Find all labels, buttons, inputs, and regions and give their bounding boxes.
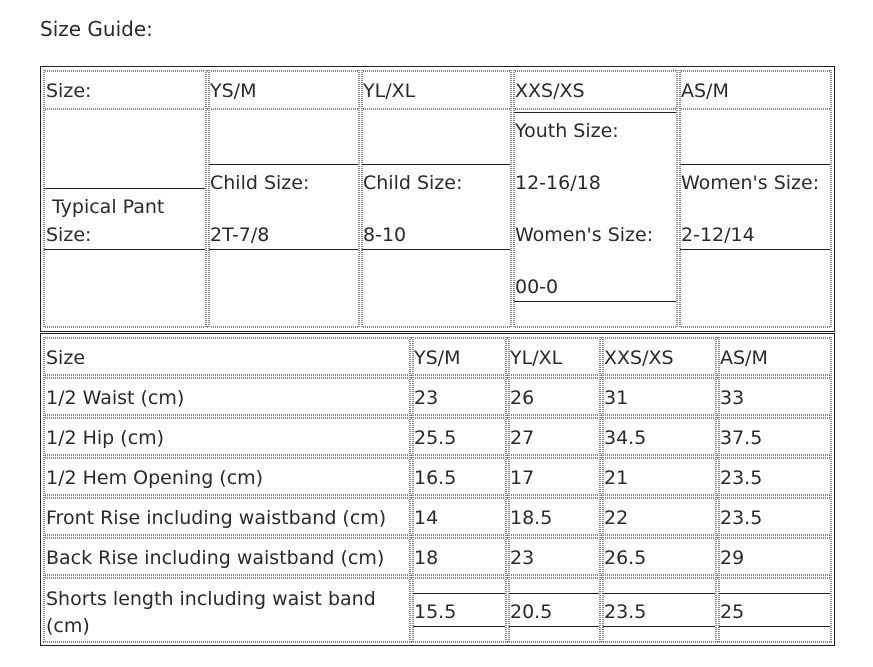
row-back-rise-xxsxs: 26.5 <box>604 547 647 569</box>
row-waist-asm: 33 <box>720 387 745 409</box>
grid-line <box>43 337 45 642</box>
grid-line <box>43 574 832 576</box>
row-waist-ylxl: 26 <box>510 387 535 409</box>
grid-line <box>43 337 832 339</box>
grid-line <box>509 626 599 627</box>
row-shorts-length-label: Shorts length including waist band (cm) <box>46 588 376 637</box>
grid-line <box>719 626 830 627</box>
child-size-label-ysm: Child Size: <box>210 172 310 194</box>
grid-line <box>43 457 832 459</box>
row-hip-asm: 37.5 <box>720 427 763 449</box>
grid-line <box>412 337 414 642</box>
womens-size-value-xxsxs: 00-0 <box>515 276 559 298</box>
grid-line <box>43 534 832 536</box>
row-back-rise-ysm: 18 <box>414 547 439 569</box>
grid-line <box>505 337 507 642</box>
child-size-label-ylxl: Child Size: <box>363 172 463 194</box>
measure-header-xxsxs: XXS/XS <box>604 347 674 369</box>
grid-line <box>715 337 717 642</box>
grid-line <box>508 337 510 642</box>
row-hip-xxsxs: 34.5 <box>604 427 647 449</box>
grid-line <box>43 417 832 419</box>
typical-pant-size-label-line1: Typical Pant <box>52 196 165 218</box>
grid-line <box>43 494 832 496</box>
size-guide-heading: Size Guide: <box>40 17 153 41</box>
grid-line <box>830 337 832 642</box>
row-front-rise-asm: 23.5 <box>720 507 763 529</box>
grid-line <box>603 626 715 627</box>
row-hip-label: 1/2 Hip (cm) <box>46 427 165 449</box>
grid-line <box>43 377 832 379</box>
row-back-rise-ylxl: 23 <box>510 547 535 569</box>
grid-line <box>719 593 830 594</box>
womens-size-label-xxsxs: Women's Size: <box>515 224 654 246</box>
row-hem-label: 1/2 Hem Opening (cm) <box>46 467 264 489</box>
child-size-value-ylxl: 8-10 <box>363 224 407 246</box>
child-size-value-ysm: 2T-7/8 <box>210 224 270 246</box>
grid-line <box>602 337 604 642</box>
row-hip-ylxl: 27 <box>510 427 535 449</box>
row-front-rise-xxsxs: 22 <box>604 507 629 529</box>
grid-line <box>603 593 715 594</box>
grid-line <box>43 577 832 579</box>
row-waist-ysm: 23 <box>414 387 439 409</box>
grid-line <box>43 497 832 499</box>
grid-line <box>413 593 505 594</box>
row-hem-ylxl: 17 <box>510 467 535 489</box>
grid-line <box>43 641 832 643</box>
grid-line <box>43 537 832 539</box>
grid-line <box>413 626 505 627</box>
row-waist-xxsxs: 31 <box>604 387 629 409</box>
row-hem-asm: 23.5 <box>720 467 763 489</box>
row-hem-ysm: 16.5 <box>414 467 457 489</box>
womens-size-value-asm: 2-12/14 <box>681 224 755 246</box>
womens-size-label-asm: Women's Size: <box>681 172 820 194</box>
row-front-rise-label: Front Rise including waistband (cm) <box>46 507 387 529</box>
row-waist-label: 1/2 Waist (cm) <box>46 387 185 409</box>
measure-header-size: Size <box>46 347 86 369</box>
youth-size-value: 12-16/18 <box>515 172 601 194</box>
row-back-rise-label: Back Rise including waistband (cm) <box>46 547 385 569</box>
row-shorts-length-ylxl: 20.5 <box>510 601 553 623</box>
size-asm-header: AS/M <box>681 80 729 102</box>
grid-line <box>509 593 599 594</box>
size-header-label: Size: <box>46 80 92 102</box>
youth-size-label: Youth Size: <box>515 120 619 142</box>
row-hem-xxsxs: 21 <box>604 467 629 489</box>
row-shorts-length-xxsxs: 23.5 <box>604 601 647 623</box>
grid-line <box>43 374 832 376</box>
grid-line <box>718 337 720 642</box>
size-xxsxs-header: XXS/XS <box>515 80 585 102</box>
grid-line <box>599 337 601 642</box>
row-front-rise-ysm: 14 <box>414 507 439 529</box>
size-ylxl-header: YL/XL <box>363 80 416 102</box>
grid-line <box>43 414 832 416</box>
grid-line <box>43 454 832 456</box>
measure-header-ysm: YS/M <box>414 347 461 369</box>
row-shorts-length-asm: 25 <box>720 601 745 623</box>
row-front-rise-ylxl: 18.5 <box>510 507 553 529</box>
measure-header-ylxl: YL/XL <box>510 347 563 369</box>
size-ysm-header: YS/M <box>210 80 257 102</box>
row-back-rise-asm: 29 <box>720 547 745 569</box>
row-hip-ysm: 25.5 <box>414 427 457 449</box>
typical-pant-size-label-line2: Size: <box>46 224 92 246</box>
measure-header-asm: AS/M <box>720 347 768 369</box>
row-shorts-length-ysm: 15.5 <box>414 601 457 623</box>
grid-line <box>409 337 411 642</box>
